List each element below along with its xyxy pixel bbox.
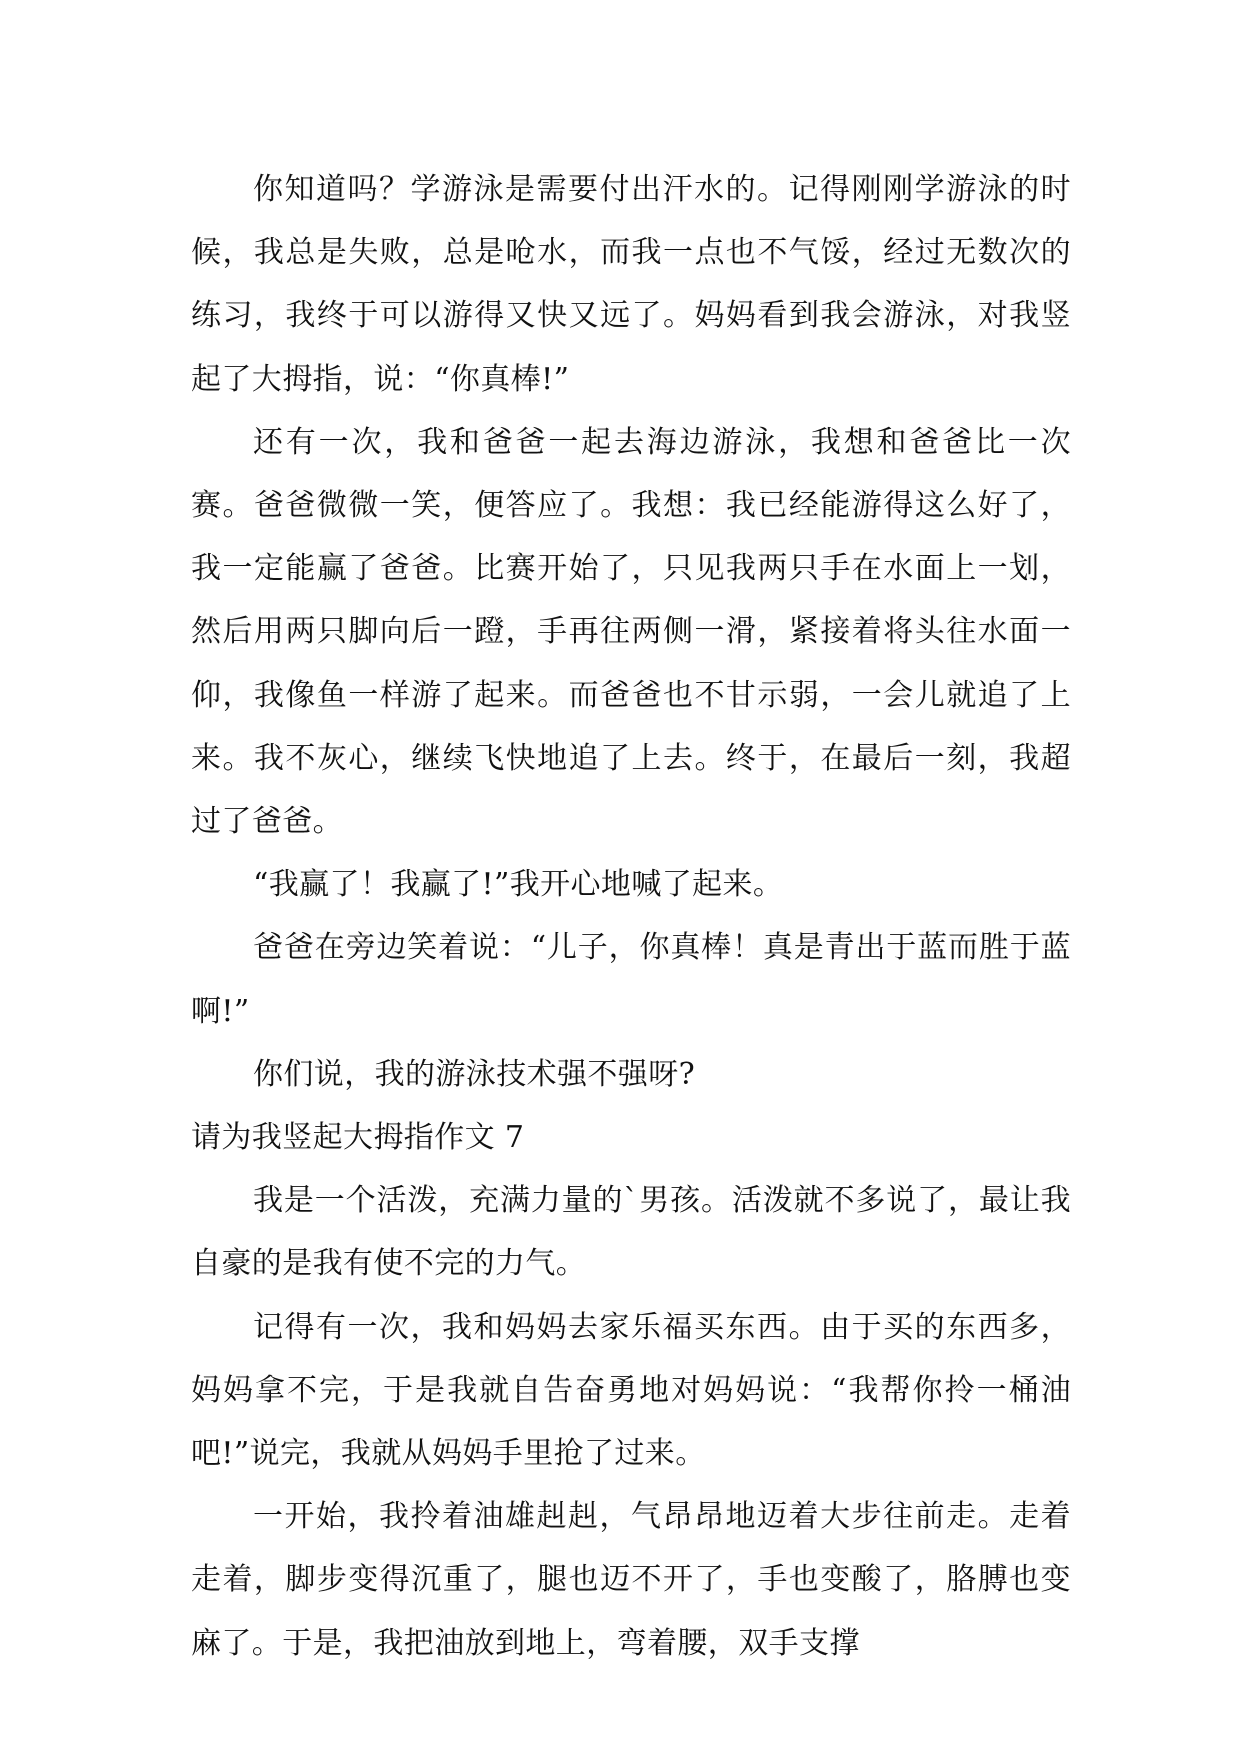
paragraph: 还有一次，我和爸爸一起去海边游泳，我想和爸爸比一次赛。爸爸微微一笑，便答应了。我想：我已经能游得这么好了，我一定能赢了爸爸。比赛开始了，只见我两只手在水面上一划，然后用两只脚向后一蹬，手再往两侧一滑，紧接着将头往水面一仰，我像鱼一样游了起来。而爸爸也不甘示弱，一会儿就追了上来。我不灰心，继续飞快地追了上去。终于，在最后一刻，我超过了爸爸。 bbox=[191, 424, 1071, 840]
paragraph: “我赢了！我赢了!”我开心地喊了起来。 bbox=[253, 867, 784, 903]
paragraph: 爸爸在旁边笑着说：“儿子，你真棒！真是青出于蓝而胜于蓝啊!” bbox=[191, 930, 1071, 1029]
paragraph: 记得有一次，我和妈妈去家乐福买东西。由于买的东西多，妈妈拿不完，于是我就自告奋勇地对妈妈说：“我帮你拎一桶油吧!”说完，我就从妈妈手里抢了过来。 bbox=[191, 1309, 1071, 1472]
paragraph: 你知道吗？学游泳是需要付出汗水的。记得刚刚学游泳的时候，我总是失败，总是呛水，而我一点也不气馁，经过无数次的练习，我终于可以游得又快又远了。妈妈看到我会游泳，对我竖起了大拇指，说：“你真棒!” bbox=[191, 172, 1071, 397]
text-body bbox=[191, 158, 1071, 1675]
paragraph: 我是一个活泼，充满力量的`男孩。活泼就不多说了，最让我自豪的是我有使不完的力气。 bbox=[191, 1183, 1071, 1282]
paragraph: 你们说，我的游泳技术强不强呀? bbox=[253, 1056, 696, 1092]
essay-heading: 请为我竖起大拇指作文 7 bbox=[191, 1120, 525, 1156]
paragraph: 一开始，我拎着油雄赳赳，气昂昂地迈着大步往前走。走着走着，脚步变得沉重了，腿也迈不开了，手也变酸了，胳膊也变麻了。于是，我把油放到地上，弯着腰，双手支撑 bbox=[191, 1499, 1071, 1661]
